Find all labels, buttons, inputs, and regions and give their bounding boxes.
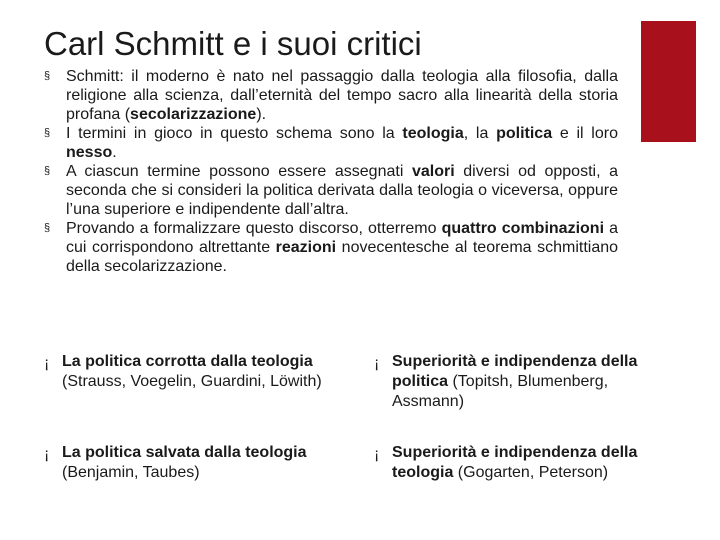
cell-authors: (Topitsh, Blumenberg, Assmann) bbox=[392, 373, 609, 410]
bullet-text: Schmitt: il moderno è nato nel passaggio dalla teologia alla filosofia, dalla religione alla scienza, dall’eternità del tempo sacro alla linearità della storia profana ( bbox=[66, 68, 618, 123]
bullet-text: a cui corrispondono altrettante bbox=[66, 220, 619, 256]
bullet-text: e il loro bbox=[552, 125, 618, 142]
bullet-list bbox=[44, 67, 618, 276]
cell-marker: ¡ bbox=[44, 355, 50, 372]
bullet-text: diversi od opposti, a seconda che si consideri la politica derivata dalla teologia o viceversa, oppure l’una superiore e indipendente dall’altra. bbox=[66, 163, 618, 218]
bullet-bold: teologia bbox=[402, 125, 464, 142]
bullet-item bbox=[44, 124, 618, 162]
cell-heading: Superiorità e indipendenza della politica bbox=[392, 353, 638, 390]
bullet-text: novecentesche al teorema schmittiano della secolarizzazione. bbox=[66, 239, 619, 275]
cell-marker: ¡ bbox=[44, 446, 50, 463]
bullet-marker: § bbox=[44, 165, 51, 177]
bullet-bold: nesso bbox=[66, 144, 113, 161]
bullet-bold: reazioni bbox=[275, 239, 337, 256]
bullet-bold: politica bbox=[496, 125, 553, 142]
cell-marker: ¡ bbox=[374, 355, 380, 372]
bullet-bold: quattro combinazioni bbox=[441, 220, 605, 237]
bullet-item bbox=[44, 67, 618, 124]
bullet-text: I termini in gioco in questo schema sono la bbox=[66, 125, 403, 142]
bullet-text: A ciascun termine possono essere assegnati bbox=[66, 163, 412, 180]
cell-heading: La politica salvata dalla teologia bbox=[62, 444, 307, 461]
bullet-bold: valori bbox=[411, 163, 455, 180]
bullet-item bbox=[44, 219, 618, 276]
cell-authors: (Strauss, Voegelin, Guardini, Löwith) bbox=[62, 373, 322, 390]
bullet-marker: § bbox=[44, 222, 51, 234]
cell-marker: ¡ bbox=[374, 446, 380, 463]
bullet-item bbox=[44, 162, 618, 219]
bullet-text: . bbox=[112, 144, 117, 161]
bullet-bold: secolarizzazione bbox=[130, 106, 257, 123]
accent-bar bbox=[641, 21, 696, 142]
cell-heading: Superiorità e indipendenza della teologia bbox=[392, 444, 638, 481]
bullet-marker: § bbox=[44, 70, 51, 82]
bullet-text: ). bbox=[256, 106, 267, 123]
slide-title: Carl Schmitt e i suoi critici bbox=[44, 25, 422, 62]
bullet-text: , la bbox=[463, 125, 497, 142]
cell-authors: (Gogarten, Peterson) bbox=[453, 464, 609, 481]
bullet-text: Provando a formalizzare questo discorso, otterremo bbox=[66, 220, 442, 237]
cell-authors: (Benjamin, Taubes) bbox=[62, 464, 200, 481]
cell-heading: La politica corrotta dalla teologia bbox=[62, 353, 313, 370]
bullet-marker: § bbox=[44, 127, 51, 139]
